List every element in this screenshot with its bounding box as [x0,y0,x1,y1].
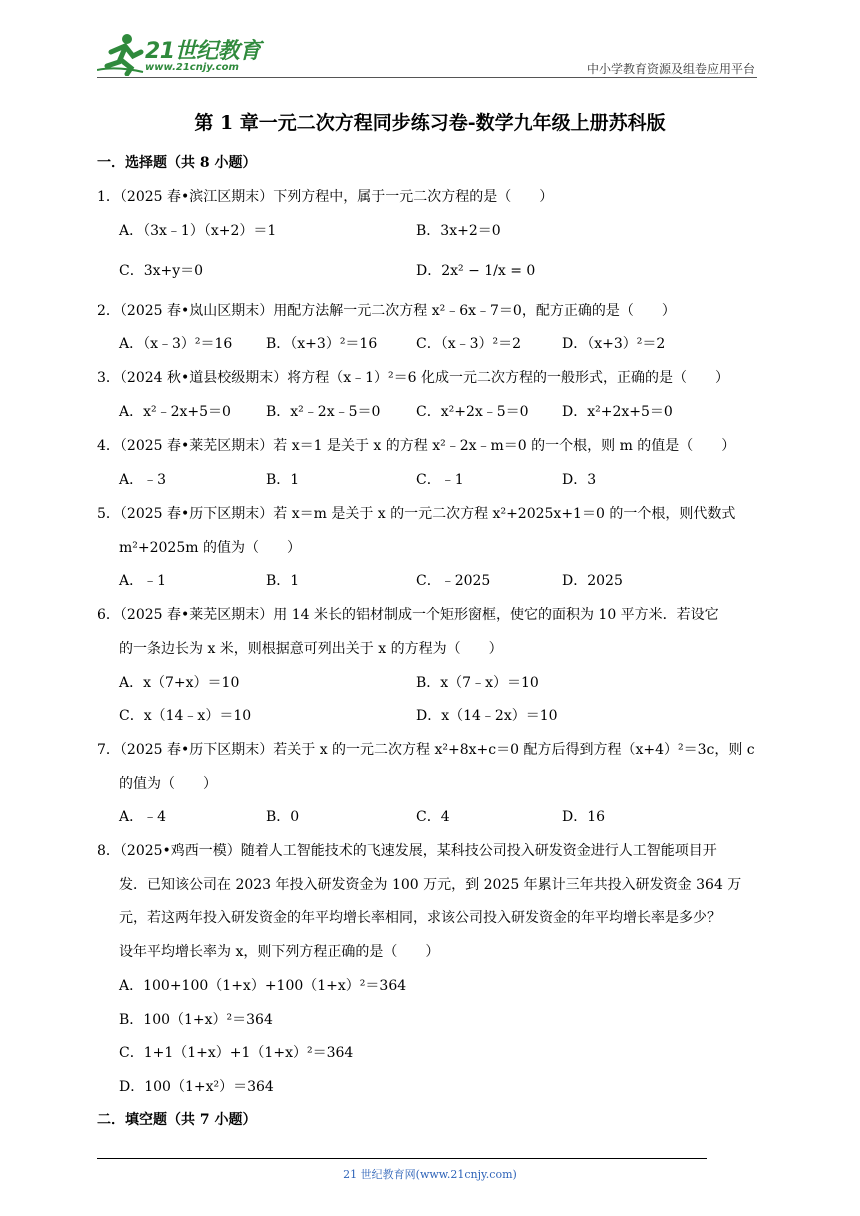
platform-name: 中小学教育资源及组卷应用平台 [586,62,755,76]
q2-option-c: C．（x﹣3）²＝2 [416,336,522,352]
q2-option-a: A．（x﹣3）²＝16 [119,336,233,352]
q6-option-d: D．x（14﹣2x）＝10 [416,708,558,724]
q2-option-b: B．（x+3）²＝16 [266,336,378,352]
question-7-stem-line1: 7．（2025 春•历下区期末）若关于 x 的一元二次方程 x²+8x+c＝0 配方后得到方程（x+4）²＝3c，则 c [97,742,755,758]
q3-option-a: A．x²﹣2x+5＝0 [119,404,231,420]
q4-option-c: C．﹣1 [416,472,464,488]
q4-option-b: B．1 [266,472,300,488]
question-4-stem: 4．（2025 春•莱芜区期末）若 x＝1 是关于 x 的方程 x²﹣2x﹣m＝0 的一个根，则 m 的值是（ ） [97,438,736,454]
question-6-stem-line1: 6．（2025 春•莱芜区期末）用 14 米长的铝材制成一个矩形窗框，使它的面积为 10 平方米．若设它 [97,607,719,623]
section-heading-choice: 一．选择题（共 8 小题） [97,155,257,171]
question-2-stem: 2．（2025 春•岚山区期末）用配方法解一元二次方程 x²﹣6x﹣7＝0，配方正确的是（ ） [97,303,676,319]
header-divider [97,77,757,78]
q8-option-c: C．1+1（1+x）+1（1+x）²＝364 [119,1045,354,1061]
question-8-stem-line1: 8．（2025•鸡西一模）随着人工智能技术的飞速发展，某科技公司投入研发资金进行人工智能项目开 [97,843,717,859]
question-5-stem-line2: m²+2025m 的值为（ ） [119,540,301,556]
logo-url: www.21cnjy.com [145,62,239,73]
page-title: 第 1 章一元二次方程同步练习卷-数学九年级上册苏科版 [194,112,666,134]
q8-option-d: D．100（1+x²）＝364 [119,1079,274,1095]
q5-option-a: A．﹣1 [119,573,167,589]
q6-option-b: B．x（7﹣x）＝10 [416,675,539,691]
question-1-stem: 1．（2025 春•滨江区期末）下列方程中，属于一元二次方程的是（ ） [97,189,554,205]
runner-logo-icon [97,32,145,76]
q7-option-a: A．﹣4 [119,809,167,825]
q3-option-d: D．x²+2x+5＝0 [562,404,673,420]
footer-source: 21 世纪教育网(www.21cnjy.com) [343,1168,517,1181]
logo [97,32,267,76]
q1-option-b: B．3x+2＝0 [416,223,501,239]
q1-option-a: A．（3x﹣1）（x+2）＝1 [119,223,277,239]
question-5-stem-line1: 5．（2025 春•历下区期末）若 x＝m 是关于 x 的一元二次方程 x²+2025x+1＝0 的一个根，则代数式 [97,506,736,522]
question-8-stem-line4: 设年平均增长率为 x，则下列方程正确的是（ ） [119,944,440,960]
question-8-stem-line2: 发．已知该公司在 2023 年投入研发资金为 100 万元，到 2025 年累计三年共投入研发资金 364 万 [119,877,742,893]
section-heading-fill-blank: 二．填空题（共 7 小题） [97,1112,257,1128]
question-8-stem-line3: 元，若这两年投入研发资金的年平均增长率相同，求该公司投入研发资金的年平均增长率是多少？ [119,910,721,926]
q4-option-a: A．﹣3 [119,472,167,488]
q5-option-d: D．2025 [562,573,623,589]
q6-option-c: C．x（14﹣x）＝10 [119,708,252,724]
footer-divider [97,1158,707,1159]
q4-option-d: D．3 [562,472,597,488]
q3-option-c: C．x²+2x﹣5＝0 [416,404,529,420]
q7-option-b: B．0 [266,809,300,825]
q8-option-a: A．100+100（1+x）+100（1+x）²＝364 [119,978,407,994]
q7-option-d: D．16 [562,809,606,825]
q7-option-c: C．4 [416,809,450,825]
q6-option-a: A．x（7+x）＝10 [119,675,240,691]
page-header [97,32,757,78]
question-7-stem-line2: 的值为（ ） [119,776,217,792]
question-3-stem: 3．（2024 秋•道县校级期末）将方程（x﹣1）²＝6 化成一元二次方程的一般形式，正确的是（ ） [97,370,730,386]
q5-option-b: B．1 [266,573,300,589]
question-6-stem-line2: 的一条边长为 x 米，则根据意可列出关于 x 的方程为（ ） [119,641,503,657]
q3-option-b: B．x²﹣2x﹣5＝0 [266,404,381,420]
q5-option-c: C．﹣2025 [416,573,491,589]
q8-option-b: B．100（1+x）²＝364 [119,1012,273,1028]
q2-option-d: D．（x+3）²＝2 [562,336,666,352]
q1-option-d: D．2x² − 1/x = 0 [416,263,536,279]
q1-option-c: C．3x+y＝0 [119,263,204,279]
logo-text: 21世纪教育 [145,39,261,64]
